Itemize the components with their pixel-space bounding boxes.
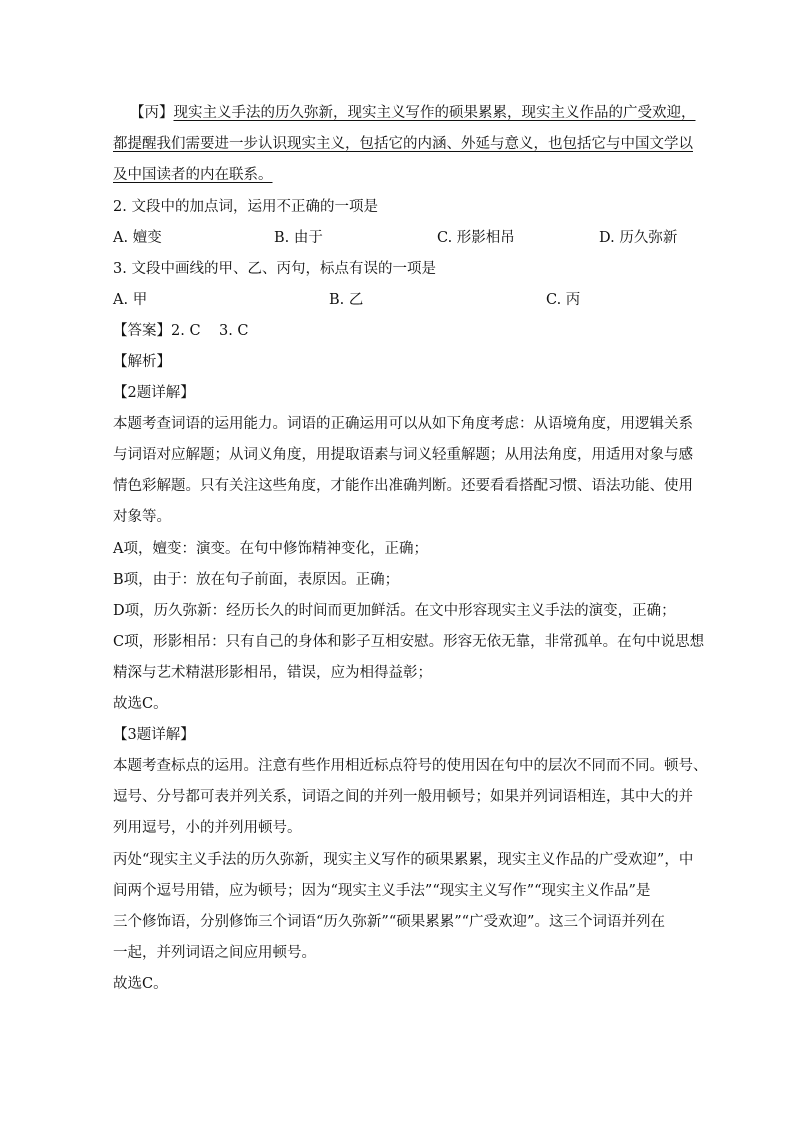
detail-3-title: 【3题详解】 [113,727,195,743]
passage-line-3: 及中国读者的内在联系。 [113,167,273,183]
detail-2-line: 对象等。 [113,509,171,525]
answer-line: 【答案】2. C 3. C [113,323,249,339]
q2-option-c: C. 形影相吊 [437,230,515,246]
detail-2-line: 与词语对应解题；从词义角度，用提取语素与词义轻重解题；从用法角度，用适用对象与感 [113,447,693,463]
detail-3-line: 列用逗号，小的并列用顿号。 [113,820,302,836]
detail-2-line: 情色彩解题。只有关注这些角度，才能作出准确判断。还要看看搭配习惯、语法功能、使用 [113,478,693,494]
question-3-stem: 3. 文段中画线的甲、乙、丙句，标点有误的一项是 [113,261,436,277]
detail-3-line: 丙处“现实主义手法的历久弥新，现实主义写作的硕果累累，现实主义作品的广受欢迎”，中 [113,852,694,868]
q3-option-c: C. 丙 [546,292,581,308]
analysis-title: 【解析】 [113,354,171,370]
detail-3-line: 一起，并列词语之间应用顿号。 [113,945,316,961]
q2-option-b: B. 由于 [274,230,323,246]
detail-3-line: 三个修饰语，分别修饰三个词语“历久弥新”“硕果累累”“广受欢迎”。这三个词语并列在 [113,914,665,930]
detail-2-title: 【2题详解】 [113,385,195,401]
passage-line-2: 都提醒我们需要进一步认识现实主义，包括它的内涵、外延与意义，也包括它与中国文学以 [113,136,693,152]
detail-3-line: 本题考查标点的运用。注意有些作用相近标点符号的使用因在句中的层次不同而不同。顿号、 [113,758,708,774]
q2-option-d: D. 历久弥新 [599,230,678,246]
q3-option-b: B. 乙 [329,292,364,308]
detail-2-line: 精深与艺术精湛形影相吊，错误，应为相得益彰； [113,665,432,681]
underlined-sentence: 现实主义手法的历久弥新，现实主义写作的硕果累累，现实主义作品的广受欢迎， [173,105,696,121]
detail-2-line: A项，嬗变：演变。在句中修饰精神变化，正确； [113,541,428,557]
detail-3-line: 间两个逗号用错，应为顿号；因为“现实主义手法”“现实主义写作”“现实主义作品”是 [113,883,651,899]
detail-2-line: B项，由于：放在句子前面，表原因。正确； [113,572,400,588]
q2-option-a: A. 嬗变 [113,230,162,246]
detail-2-line: 故选C。 [113,696,168,712]
question-2-stem: 2. 文段中的加点词，运用不正确的一项是 [113,199,378,215]
passage-label: 【丙】 [130,105,174,121]
detail-2-line: C项，形影相吊：只有自己的身体和影子互相安慰。形容无依无靠，非常孤单。在句中说思想 [113,634,705,650]
q3-option-a: A. 甲 [113,292,148,308]
detail-3-line: 故选C。 [113,976,168,992]
detail-2-line: D项，历久弥新：经历长久的时间而更加鲜活。在文中形容现实主义手法的演变，正确； [113,603,676,619]
passage-line-1 [130,103,696,123]
detail-2-line: 本题考查词语的运用能力。词语的正确运用可以从如下角度考虑：从语境角度，用逻辑关系 [113,416,693,432]
detail-3-line: 逗号、分号都可表并列关系，词语之间的并列一般用顿号；如果并列词语相连，其中大的并 [113,789,693,805]
